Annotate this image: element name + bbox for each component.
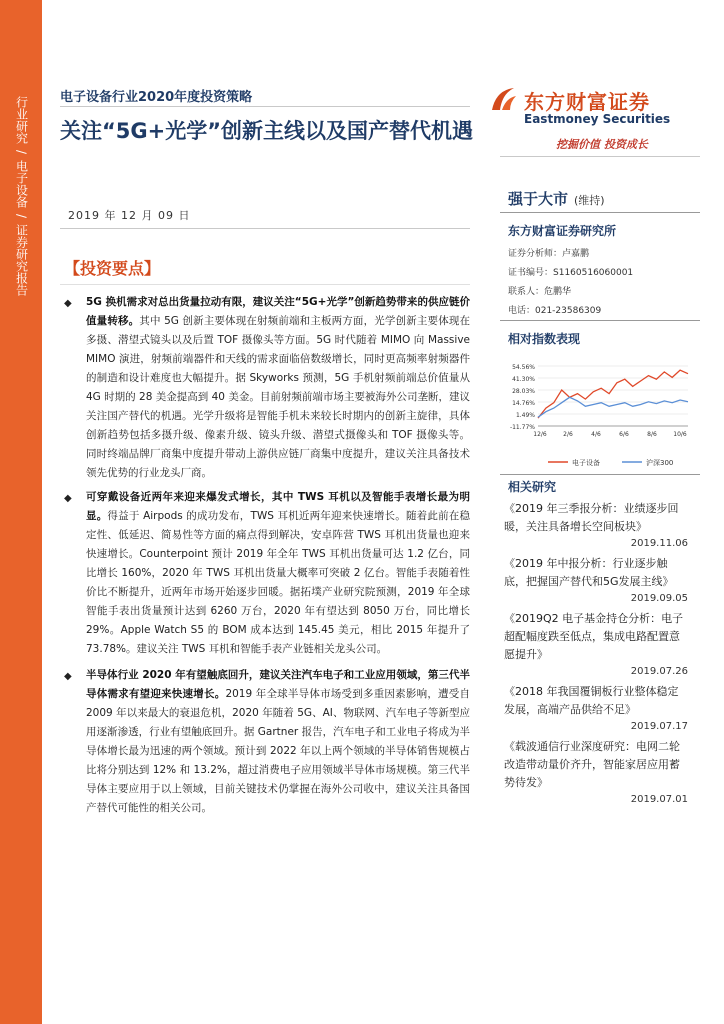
diamond-bullet-icon: ◆: [64, 671, 72, 682]
sidebar-part: 行业研究: [14, 96, 29, 144]
sidebar-label: [0, 92, 42, 296]
legend-label: 电子设备: [572, 459, 600, 467]
key-point-paragraph: [64, 666, 470, 818]
chart-svg: [504, 352, 700, 472]
related-title: 相关研究: [508, 480, 557, 494]
related-item-date: 2019.09.05: [630, 593, 688, 604]
related-item-title: 《2019Q2 电子基金持仓分析：电子超配幅度跌至低点，集成电路配置意愿提升》: [504, 612, 684, 661]
key-point-paragraph: [64, 293, 470, 483]
key-point-paragraph: [64, 488, 470, 659]
contact-line: 联系人：危鹏华: [508, 287, 572, 297]
related-item-date: 2019.07.17: [630, 721, 688, 732]
brand-name-cn: 东方财富证券: [524, 90, 650, 114]
report-date: 2019 年 12 月 09 日: [68, 209, 191, 222]
series-line: [538, 370, 688, 418]
related-item[interactable]: [504, 683, 688, 734]
key-point-lead: 5G 换机需求对总出货量拉动有限，建议关注“5G+光学”创新趋势带来的供应链价值量转移。: [86, 296, 470, 327]
contact-line: 证券分析师：卢嘉鹏: [508, 249, 590, 259]
divider: [500, 474, 700, 475]
brand-logo: [488, 84, 698, 130]
x-tick-label: 6/6: [619, 431, 629, 438]
key-points-title: 【投资要点】: [64, 259, 161, 278]
key-point-text: 2019 年全球半导体市场受到多重因素影响，遭受自 2009 年以来最大的衰退危机，2020 年随着 5G、AI、物联网、汽车电子等新型应用逐渐渗透，行业有望触底回升。据 Gartner 报告，汽车电子和工业电子将成为半导体增长最为迅速的两个领域。预计到 2022 年以上两个领域的半导体销售规模占比将分别达到 12% 和 13.2%，超过消费电子应用领域半导体市场规模。第三代半导体主要应用于以上领域，目前关键技术仍掌握在海外公司收中，建议关注具备国产替代可能性的相关公司。: [86, 688, 471, 814]
institute-name: 东方财富证券研究所: [508, 224, 617, 238]
related-item[interactable]: [504, 555, 688, 606]
divider: [500, 212, 700, 213]
contact-line: 证书编号：S1160516060001: [508, 268, 634, 278]
divider: [60, 284, 470, 285]
related-item[interactable]: [504, 500, 688, 551]
sidebar-part: 电子设备: [14, 160, 29, 209]
x-tick-label: 2/6: [563, 431, 573, 438]
rating-value: 强于大市: [508, 190, 569, 208]
related-item-date: 2019.11.06: [630, 538, 688, 549]
key-point-section: [64, 488, 470, 659]
brand-name-en: Eastmoney Securities: [524, 112, 671, 126]
key-point-section: [64, 666, 470, 818]
diamond-bullet-icon: ◆: [64, 298, 72, 309]
x-tick-label: 8/6: [647, 431, 657, 438]
contact-list: [508, 245, 633, 321]
key-point-text: 其中 5G 创新主要体现在射频前端和主板两方面，光学创新主要体现在多摄、潜望式镜头以及后置 TOF 摄像头等方面。5G 时代随着 MIMO 向 Massive MIMO 演进，射频前端器件和天线的需求面临倍数级增长，同时更高频率射频器件的制造和设计难度也大幅提升。据 Skyworks 预测，5G 手机射频前端总价值量从 4G 时期的 28 美金提高到 40 美金。目前射频前端市场主要被海外公司垄断，建议关注国产替代的机遇。光学升级将是智能手机未来较长时期内的创新主旋律，具体创新趋势包括多摄升级、像素升级、镜头升级、潜望式摄像头和 TOF 摄像头等。同时终端品牌厂商集中度提升带动上游供应链厂商集中度提升，建议关注具备技术领先优势的行业龙头厂商。: [86, 315, 471, 479]
rating-note: (维持): [574, 194, 605, 207]
relative-index-chart: [504, 352, 700, 472]
page-title: 关注“5G+光学”创新主线以及国产替代机遇: [60, 119, 474, 143]
related-item-title: 《载波通信行业深度研究：电网二轮改造带动量价齐升，智能家居应用蓄势待发》: [504, 740, 680, 789]
key-point-section: [64, 293, 470, 483]
related-item-title: 《2018 年我国覆铜板行业整体稳定发展，高端产品供给不足》: [504, 685, 679, 716]
logo-mark-icon: [488, 84, 518, 114]
related-item[interactable]: [504, 610, 688, 679]
diamond-bullet-icon: ◆: [64, 493, 72, 504]
sidebar-separator: /: [14, 214, 29, 219]
divider: [500, 156, 700, 157]
key-point-lead: 可穿戴设备近两年来迎来爆发式增长，其中 TWS 耳机以及智能手表增长最为明显。: [86, 491, 470, 522]
sidebar-separator: /: [14, 150, 29, 155]
divider: [500, 320, 700, 321]
related-item-title: 《2019 年中报分析：行业逐步触底，把握国产替代和5G发展主线》: [504, 557, 674, 588]
x-tick-label: 12/6: [533, 431, 547, 438]
sidebar-part: 证券研究报告: [14, 224, 29, 297]
y-tick-label: 54.56%: [512, 364, 535, 371]
rating: [508, 188, 605, 209]
related-list: [504, 500, 688, 811]
y-tick-label: 41.30%: [512, 376, 535, 383]
x-tick-label: 4/6: [591, 431, 601, 438]
key-point-lead: 半导体行业 2020 年有望触底回升，建议关注汽车电子和工业应用领域，第三代半导体需求有望迎来快速增长。: [86, 669, 470, 700]
key-point-text: 得益于 Airpods 的成功发布，TWS 耳机近两年迎来快速增长。随着此前在稳定性、低延迟、简易性等方面的痛点得到解决，安卓阵营 TWS 耳机出货量也迎来快速增长。Counterpoint 预计 2019 年全年 TWS 耳机出货量可达 1.2 亿台，同比增长 160%，2020 年 TWS 耳机出货量大概率可突破 2 亿台。智能手表随着性价比不断提升，近两年市场开始逐步回暖。据拓墣产业研究院预测，2019 年全球智能手表出货量预计达到 6260 万台，2020 年有望达到 8050 万台，同比增长 29%。Apple Watch S5 的 BOM 成本达到 145.45 美元，相比 2015 年提升了 73.78%。建议关注 TWS 耳机和智能手表产业链相关龙头公司。: [86, 510, 470, 655]
related-item-date: 2019.07.01: [630, 794, 688, 805]
contact-line: 电话：021-23586309: [508, 306, 602, 316]
y-tick-label: 28.03%: [512, 388, 535, 395]
report-category: 电子设备行业2020年度投资策略: [60, 90, 253, 105]
y-tick-label: -11.77%: [509, 424, 535, 431]
divider: [60, 106, 470, 107]
y-tick-label: 1.49%: [515, 412, 535, 419]
related-item-title: 《2019 年三季报分析：业绩逐步回暖，关注具备增长空间板块》: [504, 502, 679, 533]
brand-slogan: 挖掘价值 投资成长: [556, 138, 648, 151]
related-item-date: 2019.07.26: [630, 666, 688, 677]
legend-label: 沪深300: [646, 459, 674, 467]
divider: [60, 228, 470, 229]
y-tick-label: 14.76%: [512, 400, 535, 407]
chart-title: 相对指数表现: [508, 332, 581, 346]
related-item[interactable]: [504, 738, 688, 807]
x-tick-label: 10/6: [673, 431, 687, 438]
